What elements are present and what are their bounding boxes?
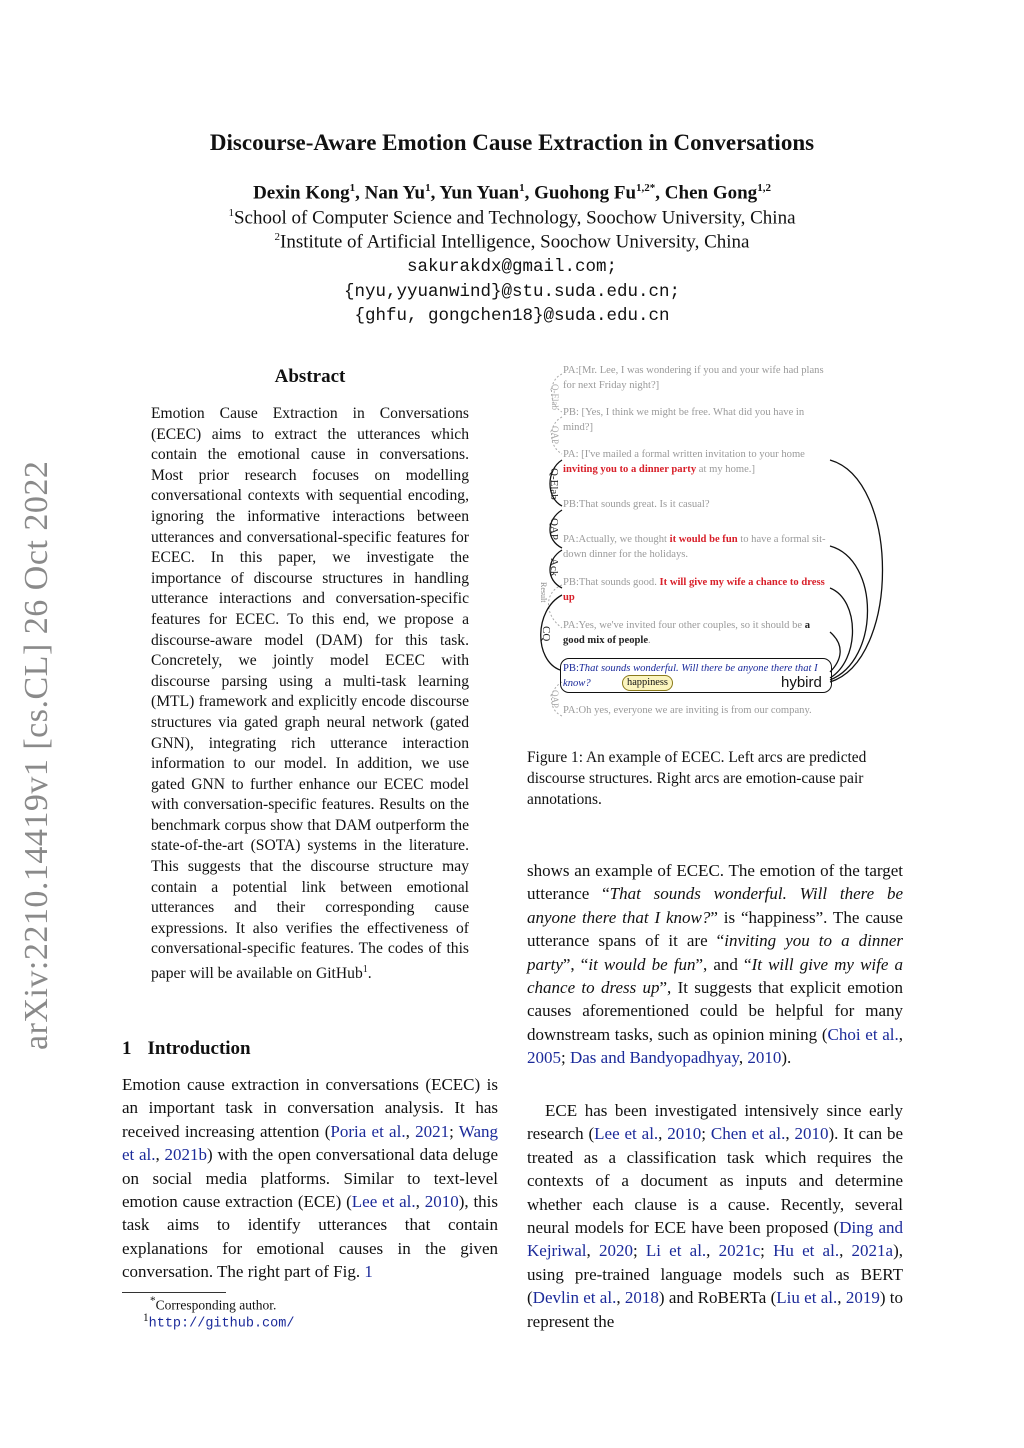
citation-link[interactable]: Li et al. [645, 1241, 707, 1261]
citation-link[interactable]: 2019 [845, 1288, 880, 1308]
cause-arc-1 [830, 460, 883, 682]
affiliation-1: $^1$School of Computer Science and Technology, Soochow University, China [228, 207, 796, 229]
citation-link[interactable]: 2018 [624, 1288, 659, 1308]
author-name: Guohong Fu [534, 182, 637, 204]
paper-title: Discourse-Aware Emotion Cause Extraction in Conversations [209, 130, 815, 155]
citation-link[interactable]: Choi et al. [827, 1024, 899, 1044]
citation-link[interactable]: Wang et al. [122, 1121, 499, 1165]
author-name: Yun Yuan [439, 182, 520, 204]
citation-link[interactable]: 2021b [164, 1145, 208, 1165]
citation-link[interactable]: Lee et al. [351, 1192, 416, 1212]
citation-link[interactable]: 2021c [718, 1241, 761, 1261]
utterance: PB:That sounds great. Is it casual? [563, 499, 710, 510]
target-utterance: PB:That sounds wonderful. Will there be anyone there that I know? [563, 663, 818, 689]
abstract-heading: Abstract [274, 366, 346, 387]
hybird-label: hybird [781, 674, 822, 691]
citation-link[interactable]: 2005 [527, 1048, 561, 1068]
arc-label: Result [539, 582, 548, 603]
figure-caption: Figure 1: An example of ECEC. Left arcs are predicted discourse structures. Right arcs are emotion-cause pair annotations. [527, 749, 867, 808]
citation-link[interactable]: 2010 [424, 1192, 459, 1212]
citation-link[interactable]: Lee et al. [594, 1124, 659, 1144]
arc-label: Q-Elab [550, 384, 560, 410]
emotion-badge: happiness [622, 675, 673, 691]
author-list: Dexin Kong$^1$, Nan Yu$^1$, Yun Yuan$^1$, Guohong $Fu^{1,2*}$, Chen Gong$^{1,2}$ [253, 182, 771, 204]
author-name: Chen Gong [664, 182, 758, 204]
intro-paragraph-right-1: shows an example of ECEC. The emotion of the target utterance “That sounds wonderful. Will there be anyone there that I know?” is “happiness”. The cause utterance spans of it are “inviting you to a dinner party”, “it would be fun”, and “It will give my wife a chance to dress up”, It suggests that explicit emotion causes aforementioned could be helpful for many downstream tasks, such as opinion mining (Choi et al., 2005; Das and Bandyopadhyay, 2010). [527, 861, 904, 1068]
arc-result [549, 585, 563, 628]
citation-link[interactable]: Devlin et al. [532, 1288, 617, 1308]
figure-reference-link[interactable]: 1 [364, 1262, 373, 1282]
utterance: PB: [Yes, I think we might be free. What did you have in mind?] [563, 407, 805, 433]
email-line-1: sakurakdx@gmail.com; [406, 257, 618, 277]
utterance: PA: [I've mailed a formal written invitation to your home inviting you to a dinner party at my home.] [563, 449, 805, 475]
utterance: PA:Yes, we've invited four other couples, so it should be a good mix of people. [563, 620, 811, 646]
citation-link[interactable]: 2010 [747, 1048, 782, 1068]
arxiv-identifier: arXiv:2210.14419v1 [cs.CL] 26 Oct 2022 [18, 460, 55, 1050]
section-heading-introduction: 1 Introduction [122, 1038, 251, 1059]
citation-link[interactable]: Chen et al. [710, 1124, 786, 1144]
arc-label: QAP [550, 426, 560, 445]
citation-link[interactable]: 2010 [667, 1124, 702, 1144]
citation-link[interactable]: Poria et al. [330, 1121, 406, 1141]
citation-link[interactable]: Ding and Kejriwal [527, 1218, 904, 1261]
citation-link[interactable]: 2010 [794, 1124, 829, 1144]
affiliation-2: $^2$Institute of Artificial Intelligence, Soochow University, China [274, 231, 750, 253]
citation-link[interactable]: 2021 [415, 1121, 450, 1141]
arc-label: CQ [540, 626, 552, 642]
citation-link[interactable]: 2021a [851, 1241, 894, 1261]
utterance: PA:Oh yes, everyone we are inviting is from our company. [563, 705, 812, 716]
footnote-corresponding: *Corresponding author. [150, 1295, 277, 1313]
citation-link[interactable]: 2020 [598, 1241, 633, 1261]
intro-paragraph-left: Emotion cause extraction in conversations (ECEC) is an important task in conversation analysis. It has received increasing attention (Poria et al., 2021; Wang et al., 2021b) with the open conversational data deluge on social media platforms. Similar to text-level emotion cause extraction (ECE) (Lee et al., 2010), this task aims to identify utterances that contain explanations for emotional causes in the given conversation. The right part of Fig. 1 [122, 1075, 499, 1282]
utterance: PA:[Mr. Lee, I was wondering if you and your wife had plans for next Friday night?] [563, 365, 824, 391]
arc-label: Q-Elab [548, 468, 560, 500]
abstract-text: Emotion Cause Extraction in Conversations (ECEC) aims to extract the utterances which contain the emotional cause in conversations. Most prior research focuses on modelling conversational contexts with sequential encoding, ignoring the informative interactions between utterances and conversational-specific features for ECEC. In this paper, we investigate the importance of discourse structures in handling utterance interactions and conversation-specific features for ECEC. To this end, we propose a discourse-aware model (DAM) for this task. Concretely, we jointly model ECEC with discourse parsing using a multi-task learning (MTL) framework and explicitly encode discourse structures via gated graph neural network (gated GNN), integrating rich utterance interaction information to our model. In addition, we use gated GNN to further enhance our ECEC model with conversation-specific features. Results on the benchmark corpus show that DAM outperform the state-of-the-art (SOTA) systems in the literature. This suggests that the discourse structure may contain a potential link between emotional utterances and their corresponding cause expressions. It also verifies the effectiveness of conversational-specific features. The codes of this paper will be available on GitHub$^1$. [151, 405, 469, 983]
citation-link[interactable]: Hu et al. [773, 1241, 840, 1261]
author-name: Nan Yu [364, 182, 426, 204]
footnote-url: $^1$http://github.com/ [143, 1312, 295, 1332]
utterance: PA:Actually, we thought it would be fun to have a formal sit-down dinner for the holidays. [563, 534, 826, 560]
figure-1 [530, 360, 910, 740]
arc-label: Ack [548, 558, 560, 577]
cause-arc-2 [830, 546, 868, 680]
arc-label: QAP [550, 690, 560, 709]
github-link[interactable]: http://github.com/ [148, 1316, 295, 1332]
cause-arc-3 [830, 588, 853, 678]
footnote-rule [122, 1292, 226, 1293]
arc-label: QAP [548, 518, 560, 541]
author-name: Dexin Kong [253, 182, 350, 204]
citation-link[interactable]: Liu et al. [776, 1288, 838, 1308]
email-line-2: {nyu,yyuanwind}@stu.suda.edu.cn; [343, 282, 681, 302]
utterance: PB:That sounds good. It will give my wife a chance to dress up [563, 577, 825, 603]
email-line-3: {ghfu, gongchen18}@suda.edu.cn [354, 306, 670, 326]
citation-link[interactable]: Das and Bandyopadhyay [569, 1048, 739, 1068]
intro-paragraph-right-2: ECE has been investigated intensively since early research (Lee et al., 2010; Chen et al., 2010). It can be treated as a classification task which requires the contexts of a document as inputs and determine whether each clause is a cause. Recently, several neural models for ECE have been proposed (Ding and Kejriwal, 2020; Li et al., 2021c; Hu et al., 2021a), using pre-trained language models such as BERT (Devlin et al., 2018) and RoBERTa (Liu et al., 2019) to represent the [527, 1101, 904, 1331]
cause-span: it would be fun [669, 534, 738, 545]
cause-span: inviting you to a dinner party [563, 464, 697, 475]
cause-span: It will give my wife a chance to dress up [563, 577, 825, 603]
